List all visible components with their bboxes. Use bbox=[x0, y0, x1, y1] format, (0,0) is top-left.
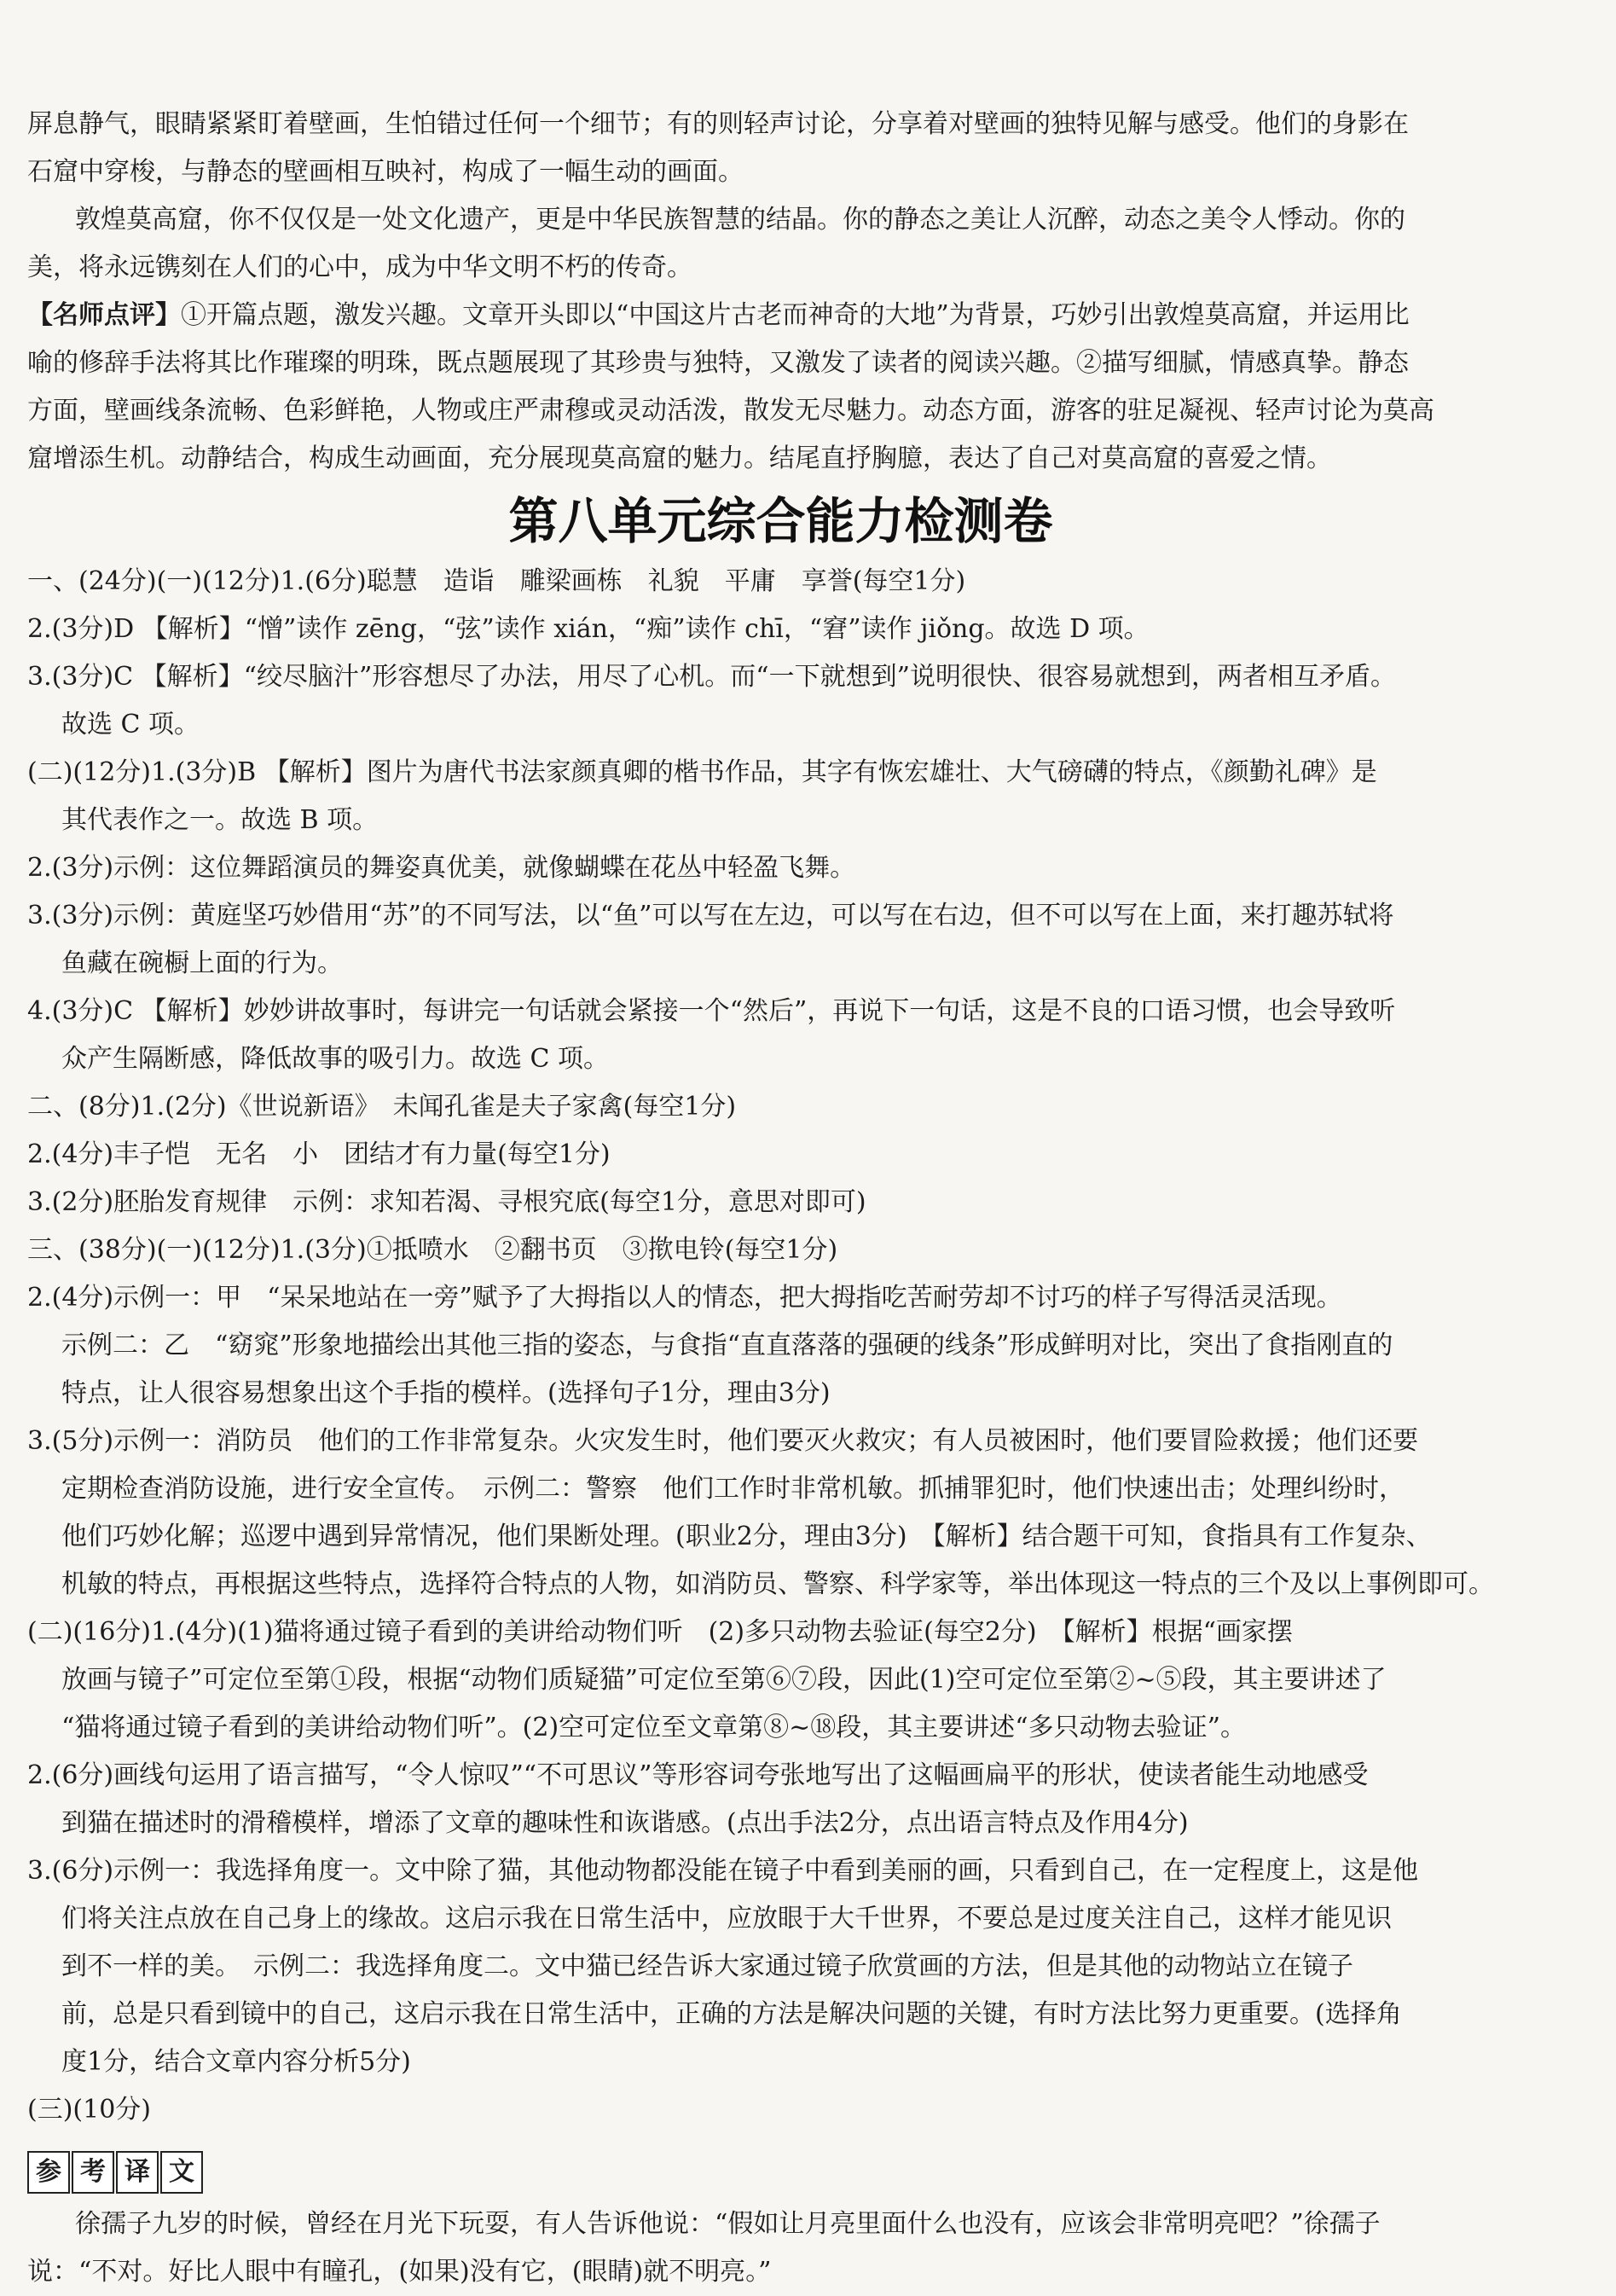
answer-line: 众产生隔断感，降低故事的吸引力。故选 C 项。 bbox=[61, 1044, 610, 1074]
teacher-comment bbox=[27, 292, 1534, 483]
badge-char: 文 bbox=[160, 2151, 203, 2194]
answer-line: 2.(6分)画线句运用了语言描写，“令人惊叹”“不可思议”等形容词夸张地写出了这幅画扁平的形状，使读者能生动地感受 bbox=[27, 1760, 1369, 1790]
answer-line: 2.(4分)示例一：甲 “呆呆地站在一旁”赋予了大拇指以人的情态，把大拇指吃苦耐劳却不讨巧的样子写得活灵活现。 bbox=[27, 1283, 1342, 1313]
answer-line: (二)(16分)1.(4分)(1)猫将通过镜子看到的美讲给动物们听 (2)多只动物去验证(每空2分) 【解析】根据“画家摆 bbox=[27, 1617, 1293, 1647]
essay-line: 美，将永远镌刻在人们的心中，成为中华文明不朽的传奇。 bbox=[27, 252, 692, 282]
comment-line: 方面，壁画线条流畅、色彩鲜艳，人物或庄严肃穆或灵动活泼，散发无尽魅力。动态方面，游客的驻足凝视、轻声讨论为莫高 bbox=[27, 396, 1434, 426]
answer-line: 二、(8分)1.(2分)《世说新语》 未闻孔雀是夫子家禽(每空1分) bbox=[27, 1092, 737, 1122]
comment-line: ①开篇点题，激发兴趣。文章开头即以“中国这片古老而神奇的大地”为背景，巧妙引出敦煌莫高窟，并运用比 bbox=[181, 300, 1410, 330]
answer-list bbox=[27, 558, 1534, 2134]
answer-line: “猫将通过镜子看到的美讲给动物们听”。(2)空可定位至文章第⑧~⑱段，其主要讲述“多只动物去验证”。 bbox=[61, 1713, 1246, 1742]
essay-line: 敦煌莫高窟，你不仅仅是一处文化遗产，更是中华民族智慧的结晶。你的静态之美让人沉醉，动态之美令人悸动。你的 bbox=[75, 205, 1405, 235]
answer-line: 3.(3分)C 【解析】“绞尽脑汁”形容想尽了办法，用尽了心机。而“一下就想到”说明很快、很容易就想到，两者相互矛盾。 bbox=[27, 662, 1396, 692]
answer-line: 3.(3分)示例：黄庭坚巧妙借用“苏”的不同写法，以“鱼”可以写在左边，可以写在右边，但不可以写在上面，来打趣苏轼将 bbox=[27, 901, 1394, 931]
essay-section bbox=[27, 101, 1534, 292]
badge-char: 考 bbox=[72, 2151, 114, 2194]
comment-line: 喻的修辞手法将其比作璀璨的明珠，既点题展现了其珍贵与独特，又激发了读者的阅读兴趣。②描写细腻，情感真挚。静态 bbox=[27, 348, 1409, 378]
answer-line: 们将关注点放在自己身上的缘故。这启示我在日常生活中，应放眼于大千世界，不要总是过度关注自己，这样才能见识 bbox=[61, 1904, 1392, 1934]
answer-line: 前，总是只看到镜中的自己，这启示我在日常生活中，正确的方法是解决问题的关键，有时方法比努力更重要。(选择角 bbox=[61, 1999, 1402, 2029]
translation-line: 徐孺子九岁的时候，曾经在月光下玩耍，有人告诉他说：“假如让月亮里面什么也没有，应该会非常明亮吧？”徐孺子 bbox=[75, 2209, 1381, 2239]
answer-line: 一、(24分)(一)(12分)1.(6分)聪慧 造诣 雕梁画栋 礼貌 平庸 享誉(每空1分) bbox=[27, 566, 966, 596]
answer-line: 到不一样的美。 示例二：我选择角度二。文中猫已经告诉大家通过镜子欣赏画的方法，但是其他的动物站立在镜子 bbox=[61, 1951, 1353, 1981]
essay-line: 石窟中穿梭，与静态的壁画相互映衬，构成了一幅生动的画面。 bbox=[27, 157, 744, 187]
answer-line: 放画与镜子”可定位至第①段，根据“动物们质疑猫”可定位至第⑥⑦段，因此(1)空可定位至第②~⑤段，其主要讲述了 bbox=[61, 1665, 1387, 1695]
answer-line: 2.(4分)丰子恺 无名 小 团结才有力量(每空1分) bbox=[27, 1139, 611, 1169]
translation-line: 说：“不对。好比人眼中有瞳孔，(如果)没有它，(眼睛)就不明亮。” bbox=[27, 2257, 772, 2287]
answer-line: 2.(3分)D 【解析】“憎”读作 zēng，“弦”读作 xián，“痴”读作 chī，“窘”读作 jiǒng。故选 D 项。 bbox=[27, 614, 1150, 644]
answer-line: 他们巧妙化解；巡逻中遇到异常情况，他们果断处理。(职业2分，理由3分) 【解析】结合题干可知，食指具有工作复杂、 bbox=[61, 1522, 1432, 1551]
answer-line: 鱼藏在碗橱上面的行为。 bbox=[61, 948, 343, 978]
comment-line: 窟增添生机。动静结合，构成生动画面，充分展现莫高窟的魅力。结尾直抒胸臆，表达了自己对莫高窟的喜爱之情。 bbox=[27, 444, 1332, 473]
answer-line: 示例二：乙 “窈窕”形象地描绘出其他三指的姿态，与食指“直直落落的强硬的线条”形成鲜明对比，突出了食指刚直的 bbox=[61, 1331, 1393, 1360]
answer-line: 3.(2分)胚胎发育规律 示例：求知若渴、寻根究底(每空1分，意思对即可) bbox=[27, 1187, 866, 1217]
answer-line: (三)(10分) bbox=[27, 2095, 151, 2125]
answer-line: 4.(3分)C 【解析】妙妙讲故事时，每讲完一句话就会紧接一个“然后”，再说下一句话，这是不良的口语习惯，也会导致听 bbox=[27, 996, 1396, 1026]
answer-line: 故选 C 项。 bbox=[61, 710, 200, 739]
comment-tag: 【名师点评】 bbox=[27, 300, 181, 330]
essay-line: 屏息静气，眼睛紧紧盯着壁画，生怕错过任何一个细节；有的则轻声讨论，分享着对壁画的独特见解与感受。他们的身影在 bbox=[27, 109, 1409, 139]
page-title: 第八单元综合能力检测卷 bbox=[508, 492, 1053, 550]
answer-line: 3.(5分)示例一：消防员 他们的工作非常复杂。火灾发生时，他们要灭火救灾；有人员被困时，他们要冒险救援；他们还要 bbox=[27, 1426, 1419, 1456]
answer-line: 特点，让人很容易想象出这个手指的模样。(选择句子1分，理由3分) bbox=[61, 1378, 831, 1408]
badge-char: 参 bbox=[27, 2151, 70, 2194]
answer-line: 其代表作之一。故选 B 项。 bbox=[61, 805, 379, 835]
answer-line: (二)(12分)1.(3分)B 【解析】图片为唐代书法家颜真卿的楷书作品，其字有恢宏雄壮、大气磅礴的特点，《颜勤礼碑》是 bbox=[27, 757, 1377, 787]
answer-line: 3.(6分)示例一：我选择角度一。文中除了猫，其他动物都没能在镜子中看到美丽的画，只看到自己，在一定程度上，这是他 bbox=[27, 1856, 1419, 1886]
answer-line: 定期检查消防设施，进行安全宣传。 示例二：警察 他们工作时非常机敏。抓捕罪犯时，他们快速出击；处理纠纷时， bbox=[61, 1474, 1405, 1504]
answer-line: 机敏的特点，再根据这些特点，选择符合特点的人物，如消防员、警察、科学家等，举出体现这一特点的三个及以上事例即可。 bbox=[61, 1569, 1494, 1599]
answer-line: 到猫在描述时的滑稽模样，增添了文章的趣味性和诙谐感。(点出手法2分，点出语言特点及作用4分) bbox=[61, 1808, 1189, 1838]
badge-char: 译 bbox=[116, 2151, 159, 2194]
reference-translation-badge bbox=[27, 2151, 1534, 2194]
answer-line: 三、(38分)(一)(12分)1.(3分)①抵喷水 ②翻书页 ③揿电铃(每空1分) bbox=[27, 1235, 838, 1265]
answer-line: 度1分，结合文章内容分析5分) bbox=[61, 2047, 411, 2077]
answer-line: 2.(3分)示例：这位舞蹈演员的舞姿真优美，就像蝴蝶在花丛中轻盈飞舞。 bbox=[27, 853, 856, 883]
reference-translation bbox=[27, 2200, 1534, 2296]
